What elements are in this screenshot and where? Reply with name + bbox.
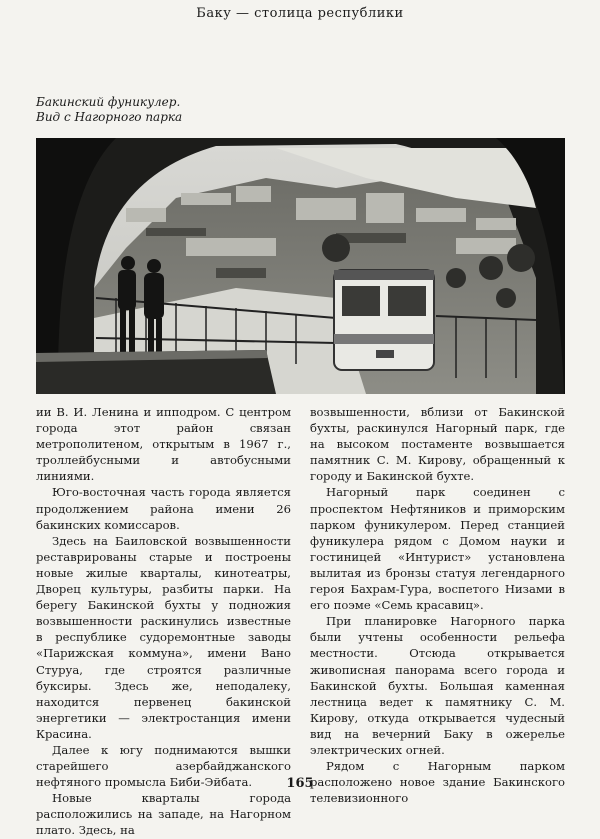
funicular-car <box>334 270 434 370</box>
paragraph: Здесь на Баиловской возвышенности реставрированы старые и построены новые жилые кварталы, кинотеатры, Дворец культуры, разбиты парки. На берегу Бакинской бухты у подножия возвышенности раскинулись известные в республике судоремонтные заводы «Парижская коммуна», имени Вано Стуруа, где строятся различные буксиры. Здесь же, неподалеку, находится первенец бакинской энергетики — электростанция имени Красина. <box>36 533 291 741</box>
paragraph: Нагорный парк соединен с проспектом Нефтяников и приморским парком фуникулером. Перед станцией фуникулера рядом с Домом науки и гостиницей «Интурист» установлена вылитая из бронзы статуя легендарного героя Бахрам-Гура, воспетого Низами в его поэме «Семь красавиц». <box>310 485 565 613</box>
paragraph: Далее к югу поднимаются вышки старейшего азербайджанского нефтяного промысла Биби-Эйбата. <box>36 742 291 790</box>
photo-caption <box>36 95 236 125</box>
caption-line-2: Вид с Нагорного парка <box>36 110 183 124</box>
paragraph: Новые кварталы города расположились на западе, на Нагорном плато. Здесь, на <box>36 791 291 838</box>
text-column-right <box>310 404 565 806</box>
paragraph: Рядом с Нагорным парком расположено новое здание Бакинского телевизионного <box>310 759 565 806</box>
text-column-left <box>36 404 291 839</box>
paragraph: При планировке Нагорного парка были учтены особенности рельефа местности. Отсюда открывается живописная панорама всего города и Бакинской бухты. Большая каменная лестница ведет к памятнику С. М. Кирову, откуда открывается чудесный вид на вечерний Баку в ожерелье электрических огней. <box>310 614 565 757</box>
paragraph: Юго-восточная часть города является продолжением района имени 26 бакинских комиссаров. <box>36 485 291 532</box>
running-head: Баку — столица республики <box>196 6 404 21</box>
paragraph: возвышенности, вблизи от Бакинской бухты, раскинулся Нагорный парк, где на высоком постаменте возвышается памятник С. М. Кирову, обращенный к городу и Бакинской бухте. <box>310 405 565 484</box>
funicular-photo <box>36 138 565 394</box>
caption-line-1: Бакинский фуникулер. <box>36 95 181 109</box>
page-number: 165 <box>286 776 314 791</box>
paragraph: ии В. И. Ленина и ипподром. С центром города этот район связан метрополитеном, открытым в 1967 г., троллейбусными и автобусными линиями. <box>36 405 291 484</box>
